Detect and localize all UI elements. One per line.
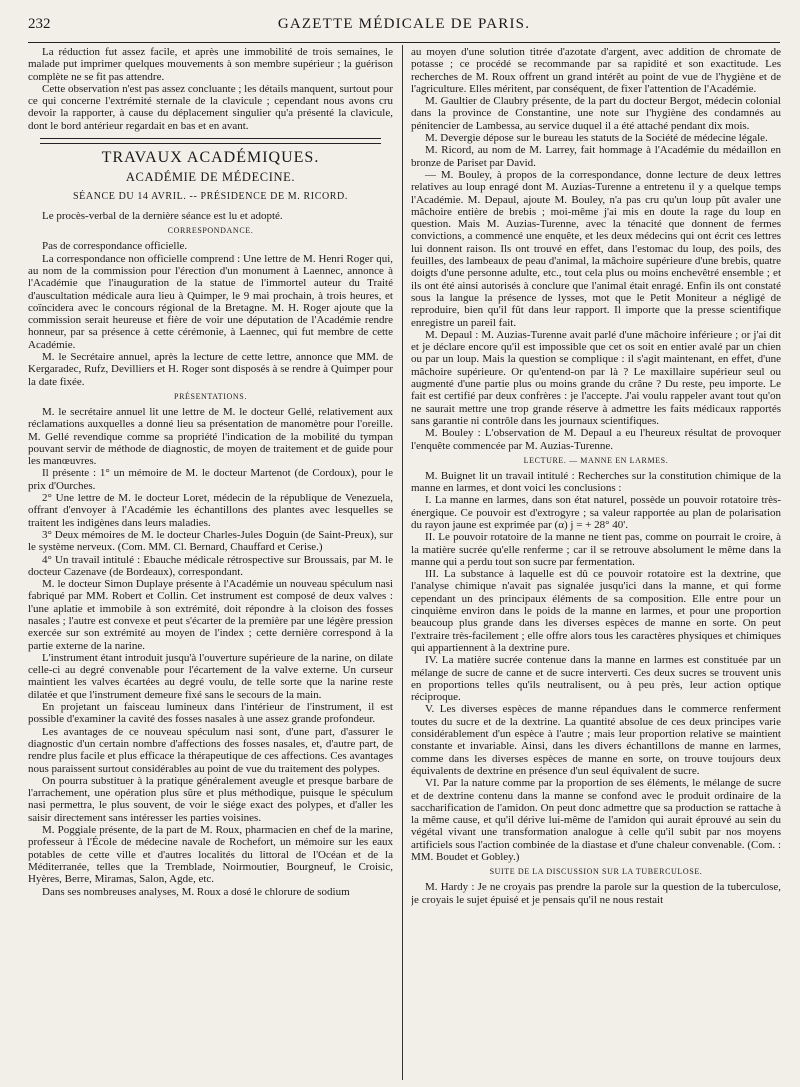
- paragraph: L'instrument étant introduit jusqu'à l'ouverture supérieure de la narine, on dilate celle-ci au degré convenable pour l'écartement de la valve externe. Un curseur maintient les valves écartées au degré voulu, de telle sorte que la narine reste dilatée et que l'instrument demeure fixé sans le secours de la main.: [28, 651, 393, 701]
- paragraph: 4° Un travail intitulé : Ebauche médicale rétrospective sur Broussais, par M. le docteur Cazenave (de Bordeaux), correspondant.: [28, 553, 393, 578]
- page-number: 232: [28, 16, 51, 32]
- paragraph: Cette observation n'est pas assez concluante ; les détails manquent, surtout pour ce qui concerne l'extrémité sternale de la clavicule ; cependant nous avons cru devoir la rapporter, à cause du déplacement singulier qu'a présenté la clavicule, dont le bord antérieur regardait en bas et en avant.: [28, 82, 393, 132]
- paragraph: Dans ses nombreuses analyses, M. Roux a dosé le chlorure de sodium: [42, 885, 350, 898]
- session-heading: SÉANCE DU 14 AVRIL. -- PRÉSIDENCE DE M. RICORD.: [73, 191, 348, 203]
- left-column: [28, 46, 393, 1080]
- paragraph: 3° Deux mémoires de M. le docteur Charles-Jules Doguin (de Saint-Preux), sur le système nerveux. (Com. MM. Cl. Bernard, Chauffard et Cerise.): [28, 528, 393, 554]
- section-separator: [40, 138, 381, 144]
- header-rule: [28, 42, 780, 43]
- paragraph: M. Devergie dépose sur le bureau les statuts de la Société de médecine légale.: [425, 132, 768, 145]
- paragraph: M. Bouley : L'observation de M. Depaul a eu l'heureux résultat de provoquer l'enquête commencée par M. Auzias-Turenne.: [411, 427, 781, 452]
- column-divider: [402, 45, 403, 1080]
- paragraph: La correspondance non officielle comprend : Une lettre de M. Henri Roger qui, au nom de la commission pour l'érection d'un monument à Laennec, annonce à l'Académie que l'inauguration de la statue de l'immortel auteur du Traité d'auscultation médicale aura lieu à Quimper, le 9 mai prochain, à trois heures, et coïncidera avec le concours régional de la Bretagne. M. H. Roger ajoute que la commission serait heureuse et fière de voir une députation de l'Académie rendre honneur, par sa présence à cette cérémonie, à Laennec, qui fut membre de cette Académie.: [28, 252, 393, 351]
- paragraph: II. Le pouvoir rotatoire de la manne ne tient pas, comme on pourrait le croire, à la matière sucrée qu'elle renferme ; car il se retrouve absolument le même dans la manne qui a perdu tout son sucre par fermentation.: [411, 531, 781, 568]
- paragraph: Il présente : 1° un mémoire de M. le docteur Martenot (de Cordoux), pour le prix d'Ourches.: [28, 467, 393, 492]
- paragraph: Pas de correspondance officielle.: [42, 240, 188, 253]
- paragraph: VI. Par la nature comme par la proportion de ses éléments, le mélange de sucre et de dextrine contenu dans la manne se confond avec le produit ordinaire de la saccharification de l'amidon. On peut donc admettre que sa production se rattache à la même cause, et qu'il dérive lui-même de l'amidon qui aurait éprouvé au sein du végétal vivant une transformation analogue à celle qu'il subit par nos moyens artificiels sous l'action combinée de la diastase et d'une chaleur convenable. (Com. : MM. Boudet et Gobley.): [411, 777, 781, 863]
- paragraph: M. Depaul : M. Auzias-Turenne avait parlé d'une mâchoire inférieure ; or j'ai dit et je déclare encore qu'il est impossible que cet os soit en entier avalé par un chien ou par un loup. Mais la question se complique : il s'agit maintenant, en effet, d'une mâchoire supérieure. Or qu'entend-on par là ? Le maxillaire supérieur seul ou augmenté d'une partie plus ou moins grande du crâne ? Du reste, peu importe. Le fait est certifié par deux confrères : je l'accepte. J'ai voulu rappeler avant tout qu'on ne saurait mettre une trop grande réserve à admettre les faits médicaux rapportés sans garantie ni contrôle dans les journaux scientifiques.: [411, 328, 781, 427]
- paragraph: M. Ricord, au nom de M. Larrey, fait hommage à l'Académie du médaillon en bronze de Pariset par David.: [411, 144, 781, 169]
- page-header: [28, 16, 780, 42]
- section-title: TRAVAUX ACADÉMIQUES.: [101, 149, 320, 167]
- paragraph: On pourra substituer à la pratique généralement aveugle et presque barbare de l'arrachement, une opération plus sûre et plus méthodique, puisque le spéculum nasi permettra, le plus souvent, de voir le siége exact des polypes, et d'aller les saisir directement sans intéresser les parties voisines.: [28, 774, 393, 824]
- paragraph: En projetant un faisceau lumineux dans l'intérieur de l'instrument, il est possible d'examiner la cavité des fosses nasales à une assez grande profondeur.: [28, 701, 393, 726]
- journal-title: GAZETTE MÉDICALE DE PARIS.: [277, 16, 531, 32]
- paragraph: 2° Une lettre de M. le docteur Loret, médecin de la république de Venezuela, offrant d'envoyer à l'Académie les échantillons des plantes avec lesquelles se traitent les indigènes dans leurs maladies.: [28, 492, 393, 529]
- paragraph: I. La manne en larmes, dans son état naturel, possède un pouvoir rotatoire très-énergique. Ce pouvoir est d'extrogyre ; sa valeur rapportée au plan de polarisation du rayon jaune est exprimée par (α) j = + 28° 40'.: [411, 494, 781, 531]
- paragraph: M. le secrétaire annuel lit une lettre de M. le docteur Gellé, relativement aux réclamations auxquelles a donné lieu sa présentation de manomètre pour l'oreille. M. Gellé revendique comme sa propriété l'indication de la mobilité du tympan pouvant servir de méthode de diagnostic, de moyen de traitement et de guide pour les manœuvres.: [28, 405, 393, 468]
- paragraph: M. le Secrétaire annuel, après la lecture de cette lettre, annonce que MM. de Kergaradec, Rufz, Devilliers et H. Roger sont disposés à se rendre à Quimper pour la date fixée.: [28, 351, 393, 388]
- lecture-heading: LECTURE. — MANNE EN LARMES.: [523, 455, 669, 465]
- paragraph: IV. La matière sucrée contenue dans la manne en larmes est constituée par un mélange de sucre de canne et de sucre interverti. Ces deux sucres se trouvent unis en proportions telles qu'ils neutralisent, ou à peu près, leur action optique réciproque.: [411, 654, 781, 704]
- presentations-heading: PRÉSENTATIONS.: [174, 391, 247, 401]
- paragraph: au moyen d'une solution titrée d'azotate d'argent, avec addition de chromate de potasse ; ce procédé se recommande par sa rapidité et son exactitude. Les recherches de M. Roux offrent un grand intérêt au point de vue de l'hygiène et de l'agriculture. Elles méritent, par conséquent, de fixer l'attention de l'Académie.: [411, 46, 781, 95]
- paragraph: M. Gaultier de Claubry présente, de la part du docteur Bergot, médecin colonial dans la province de Constantine, une note sur l'hygiène des condamnés au pénitencier de Lambessa, au service duquel il a été attaché pendant dix mois.: [411, 95, 781, 132]
- subsection-title: ACADÉMIE DE MÉDECINE.: [125, 170, 296, 185]
- correspondance-heading: CORRESPONDANCE.: [167, 226, 254, 236]
- paragraph: Le procès-verbal de la dernière séance est lu et adopté.: [42, 210, 283, 223]
- paragraph: III. La substance à laquelle est dû ce pouvoir rotatoire est la dextrine, que l'analyse chimique n'avait pas signalée jusqu'ici dans la manne, et qui forme cependant un des principaux éléments de sa composition. Elle entre pour un cinquième environ dans le poids de la manne en larmes, et pour une proportion beaucoup plus grande dans les diverses espèces de manne en sorte. On peut l'extraire très-facilement ; elle offre alors tous les caractères physiques et chimiques qui appartiennent à la dextrine pure.: [411, 568, 781, 654]
- paragraph: V. Les diverses espèces de manne répandues dans le commerce renferment toutes du sucre et de la dextrine. La quantité absolue de ces deux principes varie considérablement d'un espèce à l'autre ; mais leur proportion relative se maintient constante et invariable. Ainsi, dans les divers échantillons de manne en larmes, comme dans les diverses espèces de manne en sorte, on trouve toujours deux équivalents de dextrine en présence d'un seul équivalent de sucre.: [411, 703, 781, 777]
- right-column: [411, 46, 781, 1080]
- paragraph: M. le docteur Simon Duplaye présente à l'Académie un nouveau spéculum nasi fabriqué par MM. Robert et Collin. Cet instrument est composé de deux valves : l'une aplatie et immobile à son extrémité, doit répondre à la cloison des fosses nasales ; l'autre est convexe et peut s'écarter de la première par une légère pression exercée sur son extrémité au moyen de l'index ; cette dernière correspond à la partie externe de la narine.: [28, 578, 393, 652]
- paragraph: La réduction fut assez facile, et après une immobilité de trois semaines, le malade put imprimer quelques mouvements à son membre supérieur ; la guérison complète ne se fit pas attendre.: [28, 46, 393, 83]
- paragraph: M. Hardy : Je ne croyais pas prendre la parole sur la question de la tuberculose, je croyais le sujet épuisé et je pensais qu'il ne nous restait: [411, 881, 781, 906]
- paragraph: M. Buignet lit un travail intitulé : Recherches sur la constitution chimique de la manne en larmes, et dont voici les conclusions :: [411, 469, 781, 495]
- tuberculose-heading: SUITE DE LA DISCUSSION SUR LA TUBERCULOSE.: [489, 867, 703, 877]
- paragraph: Les avantages de ce nouveau spéculum nasi sont, d'une part, d'assurer le diagnostic d'un certain nombre d'affections des fosses nasales, et, d'autre part, de rendre plus facile et plus efficace la thérapeutique de ces affections. Ces avantages nous paraissent surtout considérables au point de vue du traitement des polypes.: [28, 725, 393, 775]
- paragraph: — M. Bouley, à propos de la correspondance, donne lecture de deux lettres relatives au loup enragé dont M. Auzias-Turenne a entretenu il y a quelque temps l'Académie. M. Depaul, ajoute M. Bouley, n'a pas cru qu'un loup pût avaler une mâchoire entière de brebis ; moi-même j'ai mis en doute la rage du loup en question. Mais M. Auzias-Turenne, avec la ténacité que donnent de fermes convictions, a commencé une enquête, et les deux médecins qui ont écrit ces lettres lui donnent raison. Ils ont trouvé en effet, dans l'estomac du loup, des poils, des feuilles, des lambeaux de peau d'animal, la mâchoire supérieure d'une brebis, quatre doigts d'une personne adulte, etc., tout cela plus ou moins enchevêtré ensemble ; et ils ont été ainsi autorisés à conclure que l'animal était enragé. Enfin ils ont constaté sous la langue la présence de lysses, mot que le Petit Moniteur a négligé de reproduire, bien qu'il fût dans leur rapport. Il importe que la presse scientifique enregistre un pareil fait.: [411, 168, 781, 329]
- paragraph: M. Poggiale présente, de la part de M. Roux, pharmacien en chef de la marine, professeur à l'École de médecine navale de Rochefort, un mémoire sur les eaux potables de cette ville et d'autres localités du littoral de l'Océan et de la Méditerranée, telles que la Tremblade, Noirmoutier, Bourgneuf, le Croisic, Hyères, Berre, Miramas, Salon, Agde, etc.: [28, 824, 393, 886]
